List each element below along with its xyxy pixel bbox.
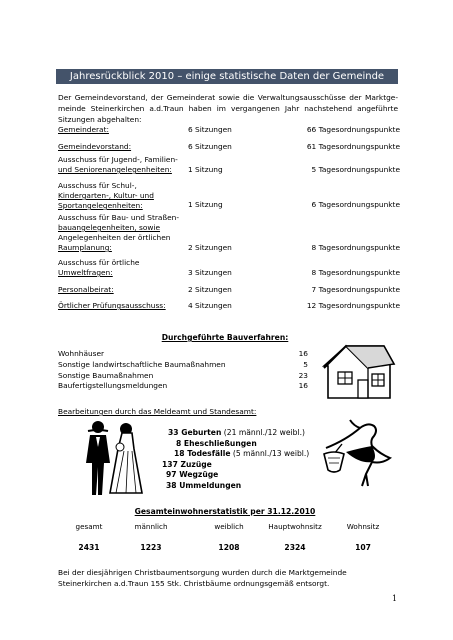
session-count: 1 Sitzung xyxy=(188,200,223,209)
list-item: Sonstige landwirtschaftliche Baumaßnahmen 5 xyxy=(58,360,308,369)
session-points: 8 Tagesordnungspunkte xyxy=(311,268,400,277)
stat-item: 137 Zuzüge xyxy=(162,460,212,469)
session-count: 2 Sitzungen xyxy=(188,243,232,252)
table-cell: 107 xyxy=(355,543,371,552)
einwohner-heading: Gesamteinwohnerstatistik per 31.12.2010 xyxy=(134,507,316,516)
session-label: Ausschuss für örtliche Umweltfragen: xyxy=(58,258,140,277)
session-points: 61 Tagesordnungspunkte xyxy=(306,142,400,151)
stat-item: 33 Geburten (21 männl./12 weibl.) xyxy=(168,428,305,437)
stat-item: 38 Ummeldungen xyxy=(166,481,242,490)
session-points: 7 Tagesordnungspunkte xyxy=(311,285,400,294)
session-label: Örtlicher Prüfungsausschuss: xyxy=(58,301,166,310)
session-count: 3 Sitzungen xyxy=(188,268,232,277)
table-cell: 2431 xyxy=(78,543,100,552)
session-points: 66 Tagesordnungspunkte xyxy=(306,125,400,134)
table-cell: 1223 xyxy=(140,543,162,552)
session-label: Ausschuss für Schul-, Kindergarten-, Kultur- und Sportangelegenheiten: xyxy=(58,181,154,210)
session-label: Gemeindevorstand: xyxy=(58,142,132,151)
page-number: 1 xyxy=(392,594,398,603)
intro-paragraph: Der Gemeindevorstand, der Gemeinderat sowie die Verwaltungsausschüsse der Marktge-meinde Steinerkirchen a.d.Traun haben im vergangenen Jahr nachstehend angeführte Sitzungen abgehalten: xyxy=(58,93,398,124)
table-header: weiblich xyxy=(214,522,244,531)
session-points: 6 Tagesordnungspunkte xyxy=(311,200,400,209)
house-icon xyxy=(318,342,398,400)
meldeamt-heading: Bearbeitungen durch das Meldeamt und Standesamt: xyxy=(58,407,257,416)
page-title-banner: Jahresrückblick 2010 – einige statistische Daten der Gemeinde xyxy=(56,69,398,84)
stat-item: 97 Wegzüge xyxy=(166,470,219,479)
table-header: Hauptwohnsitz xyxy=(268,522,322,531)
session-label: Gemeinderat: xyxy=(58,125,109,134)
stork-icon xyxy=(316,418,398,488)
session-count: 4 Sitzungen xyxy=(188,301,232,310)
session-points: 12 Tagesordnungspunkte xyxy=(306,301,400,310)
list-item: Wohnhäuser 16 xyxy=(58,349,308,358)
wedding-couple-icon xyxy=(80,417,150,497)
stat-item: 8 Eheschließungen xyxy=(176,439,257,448)
session-count: 1 Sitzung xyxy=(188,165,223,174)
table-header: Wohnsitz xyxy=(346,522,380,531)
session-count: 2 Sitzungen xyxy=(188,285,232,294)
session-points: 8 Tagesordnungspunkte xyxy=(311,243,400,252)
footer-paragraph: Bei der diesjährigen Christbaumentsorgung wurden durch die Marktgemeinde Steinerkirchen a.d.Traun 155 Stk. Christbäume ordnungsgemäß entsorgt. xyxy=(58,568,347,588)
table-header: männlich xyxy=(134,522,168,531)
table-cell: 1208 xyxy=(218,543,240,552)
stat-item: 18 Todesfälle (5 männl./13 weibl.) xyxy=(174,449,310,458)
list-item: Baufertigstellungsmeldungen 16 xyxy=(58,381,308,390)
list-item: Sonstige Baumaßnahmen 23 xyxy=(58,371,308,380)
table-cell: 2324 xyxy=(284,543,306,552)
bauverfahren-heading: Durchgeführte Bauverfahren: xyxy=(161,333,289,342)
table-header: gesamt xyxy=(75,522,103,531)
session-label: Personalbeirat: xyxy=(58,285,114,294)
session-count: 6 Sitzungen xyxy=(188,125,232,134)
session-points: 5 Tagesordnungspunkte xyxy=(311,165,400,174)
session-count: 6 Sitzungen xyxy=(188,142,232,151)
session-label: Ausschuss für Bau- und Straßen- bauangelegenheiten, sowie Angelegenheiten der örtlichen Raumplanung: xyxy=(58,213,180,252)
session-label: Ausschuss für Jugend-, Familien- und Seniorenangelegenheiten: xyxy=(58,155,178,174)
